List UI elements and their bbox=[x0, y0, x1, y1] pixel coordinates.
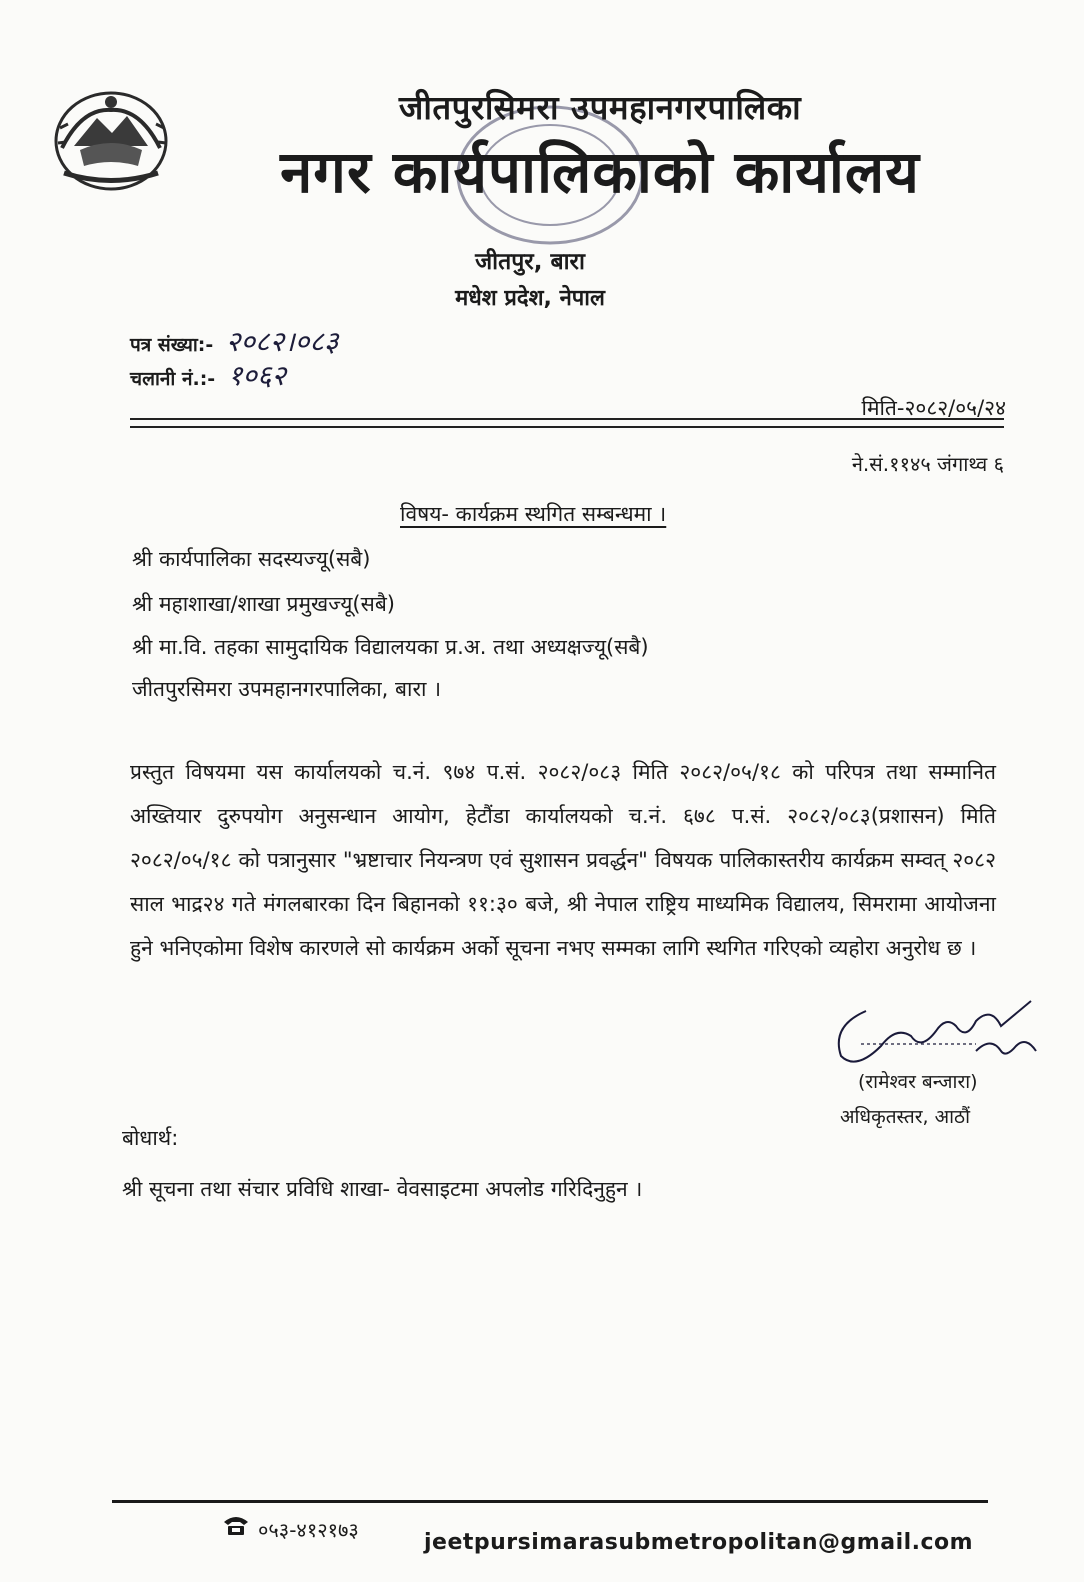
telephone-icon bbox=[222, 1514, 250, 1536]
nepal-sambat-date: ने.सं.११४५ जंगाथ्व ६ bbox=[851, 452, 1004, 476]
footer-phone: ०५३-४१२१७३ bbox=[258, 1518, 359, 1542]
signatory-title: अधिकृतस्तर, आठौं bbox=[840, 1106, 970, 1128]
municipality-name: जीतपुरसिमरा उपमहानगरपालिका bbox=[398, 88, 802, 127]
addressee-line: श्री महाशाखा/शाखा प्रमुखज्यू(सबै) bbox=[132, 592, 396, 616]
footer-email: jeetpursimarasubmetropolitan@gmail.com bbox=[424, 1530, 974, 1555]
dispatch-number-row bbox=[130, 356, 286, 394]
dispatch-number-label: चलानी नं.:- bbox=[130, 368, 216, 390]
addressee-line: श्री कार्यपालिका सदस्यज्यू(सबै) bbox=[132, 547, 371, 571]
cc-label: बोधार्थ: bbox=[122, 1126, 179, 1150]
letter-number-value: २०८२।०८३ bbox=[225, 325, 339, 358]
letter-number-label: पत्र संख्या:- bbox=[130, 334, 214, 356]
letter-body: प्रस्तुत विषयमा यस कार्यालयको च.नं. ९७४ प.सं. २०८२/०८३ मिति २०८२/०५/१८ को परिपत्र तथा सम्मानित अख्तियार दुरुपयोग अनुसन्धान आयोग, हेटौंडा कार्यालयको च.नं. ६७८ प.सं. २०८२/०८३(प्रशासन) मिति २०८२/०५/१८ को पत्रानुसार "भ्रष्टाचार नियन्त्रण एवं सुशासन प्रवर्द्धन" विषयक पालिकास्तरीय कार्यक्रम सम्वत् २०८२ साल भाद्र२४ गते मंगलबारका दिन बिहानको ११:३० बजे, श्री नेपाल राष्ट्रिय माध्यमिक विद्यालय, सिमरामा आयोजना हुने भनिएकोमा विशेष कारणले सो कार्यक्रम अर्को सूचना नभए सम्मका लागि स्थगित गरिएको व्यहोरा अनुरोध छ । bbox=[130, 760, 996, 960]
letter-number-row bbox=[130, 322, 338, 360]
nepal-emblem-logo bbox=[52, 88, 170, 194]
header-divider bbox=[130, 418, 1004, 420]
addressee-line: श्री मा.वि. तहका सामुदायिक विद्यालयका प्र.अ. तथा अध्यक्षज्यू(सबै) bbox=[132, 635, 649, 659]
province-country: मधेश प्रदेश, नेपाल bbox=[455, 286, 605, 311]
addressee-line: जीतपुरसिमरा उपमहानगरपालिका, बारा । bbox=[132, 677, 442, 701]
footer-divider bbox=[112, 1500, 988, 1503]
letter-subject: विषय- कार्यक्रम स्थगित सम्बन्धमा । bbox=[400, 502, 667, 526]
cc-recipient: श्री सूचना तथा संचार प्रविधि शाखा- वेवसाइटमा अपलोड गरिदिनुहुन । bbox=[122, 1177, 643, 1201]
signatory-name: (रामेश्वर बन्जारा) bbox=[858, 1071, 978, 1093]
dispatch-number-value: १०६२ bbox=[227, 359, 287, 392]
letter-date: मिति-२०८२/०५/२४ bbox=[861, 396, 1006, 420]
office-location: जीतपुर, बारा bbox=[475, 249, 585, 275]
header-divider-double bbox=[130, 426, 1004, 428]
office-title: नगर कार्यपालिकाको कार्यालय bbox=[280, 138, 920, 206]
